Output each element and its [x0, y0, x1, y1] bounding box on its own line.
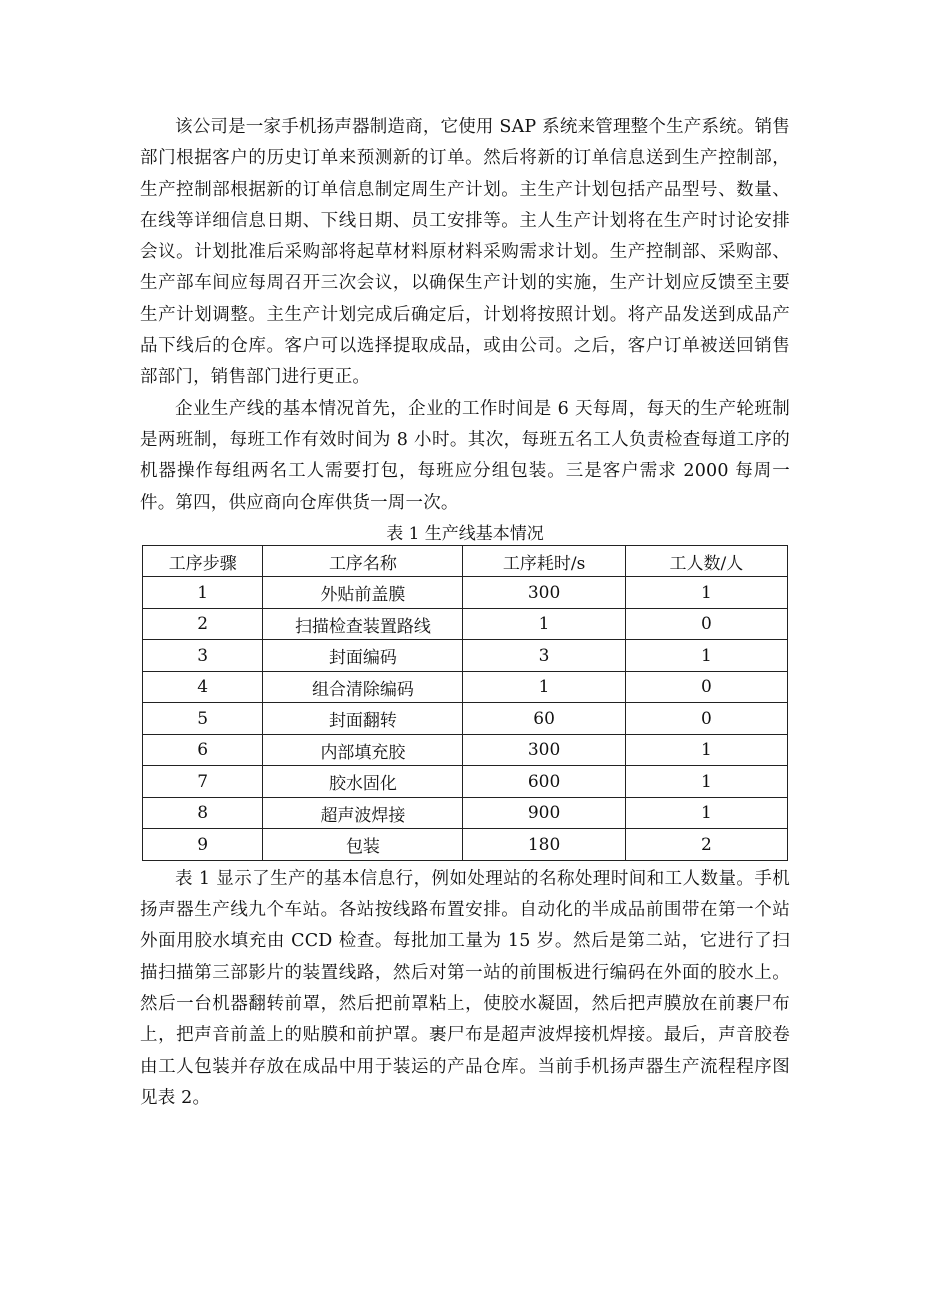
table-row [143, 766, 788, 798]
cell-process-time: 300 [463, 734, 625, 766]
cell-process-time: 900 [463, 797, 625, 829]
document-page [140, 112, 790, 1114]
header-worker-count: 工人数/人 [625, 545, 787, 577]
paragraph-company-overview: 该公司是一家手机扬声器制造商，它使用 SAP 系统来管理整个生产系统。销售部门根据客户的历史订单来预测新的订单。然后将新的订单信息送到生产控制部，生产控制部根据新的订单信息制定周生产计划。主生产计划包括产品型号、数量、在线等详细信息日期、下线日期、员工安排等。主人生产计划将在生产时讨论安排会议。计划批准后采购部将起草材料原材料采购需求计划。生产控制部、采购部、生产部车间应每周召开三次会议，以确保生产计划的实施，生产计划应反馈至主要生产计划调整。主生产计划完成后确定后，计划将按照计划。将产品发送到成品产品下线后的仓库。客户可以选择提取成品，或由公司。之后，客户订单被送回销售部部门，销售部门进行更正。 [140, 117, 790, 388]
cell-worker-count: 0 [625, 703, 787, 735]
cell-step: 9 [143, 829, 263, 861]
cell-worker-count: 0 [625, 608, 787, 640]
cell-worker-count: 0 [625, 671, 787, 703]
cell-process-time: 60 [463, 703, 625, 735]
cell-step: 8 [143, 797, 263, 829]
cell-process-name: 包装 [263, 829, 463, 861]
table-row [143, 577, 788, 609]
table-header-row [143, 545, 788, 577]
paragraph-line-basics: 企业生产线的基本情况首先，企业的工作时间是 6 天每周，每天的生产轮班制是两班制，每班工作有效时间为 8 小时。其次，每班五名工人负责检查每道工序的机器操作每组两名工人需要打包，每班应分组包装。三是客户需求 2000 每周一件。第四，供应商向仓库供货一周一次。 [140, 398, 790, 513]
cell-step: 3 [143, 640, 263, 672]
cell-process-time: 300 [463, 577, 625, 609]
header-process-name: 工序名称 [263, 545, 463, 577]
header-process-time: 工序耗时/s [463, 545, 625, 577]
cell-step: 7 [143, 766, 263, 798]
cell-process-time: 180 [463, 829, 625, 861]
cell-process-time: 3 [463, 640, 625, 672]
cell-step: 2 [143, 608, 263, 640]
table-row [143, 703, 788, 735]
cell-process-name: 扫描检查装置路线 [263, 608, 463, 640]
cell-process-name: 内部填充胶 [263, 734, 463, 766]
cell-process-name: 外贴前盖膜 [263, 577, 463, 609]
table-caption: 表 1 生产线基本情况 [386, 523, 544, 544]
cell-process-time: 600 [463, 766, 625, 798]
cell-process-time: 1 [463, 608, 625, 640]
cell-worker-count: 2 [625, 829, 787, 861]
cell-step: 6 [143, 734, 263, 766]
cell-process-name: 组合清除编码 [263, 671, 463, 703]
cell-worker-count: 1 [625, 640, 787, 672]
table-row [143, 797, 788, 829]
cell-step: 1 [143, 577, 263, 609]
cell-step: 4 [143, 671, 263, 703]
header-step: 工序步骤 [143, 545, 263, 577]
cell-process-name: 胶水固化 [263, 766, 463, 798]
table-row [143, 608, 788, 640]
production-line-table [142, 545, 788, 861]
cell-worker-count: 1 [625, 797, 787, 829]
table-row [143, 829, 788, 861]
table-row [143, 671, 788, 703]
cell-process-name: 超声波焊接 [263, 797, 463, 829]
table-row [143, 640, 788, 672]
cell-process-time: 1 [463, 671, 625, 703]
cell-step: 5 [143, 703, 263, 735]
paragraph-table-explanation: 表 1 显示了生产的基本信息行，例如处理站的名称处理时间和工人数量。手机扬声器生产线九个车站。各站按线路布置安排。自动化的半成品前围带在第一个站外面用胶水填充由 CCD 检查。每批加工量为 15 岁。然后是第二站，它进行了扫描扫描第三部影片的装置线路，然后对第一站的前围板进行编码在外面的胶水上。然后一台机器翻转前罩，然后把前罩粘上，使胶水凝固，然后把声膜放在前裹尸布上，把声音前盖上的贴膜和前护罩。裹尸布是超声波焊接机焊接。最后，声音胶卷由工人包装并存放在成品中用于装运的产品仓库。当前手机扬声器生产流程程序图见表 2。 [140, 868, 790, 1108]
table-row [143, 734, 788, 766]
cell-worker-count: 1 [625, 734, 787, 766]
cell-process-name: 封面翻转 [263, 703, 463, 735]
cell-worker-count: 1 [625, 577, 787, 609]
cell-process-name: 封面编码 [263, 640, 463, 672]
cell-worker-count: 1 [625, 766, 787, 798]
